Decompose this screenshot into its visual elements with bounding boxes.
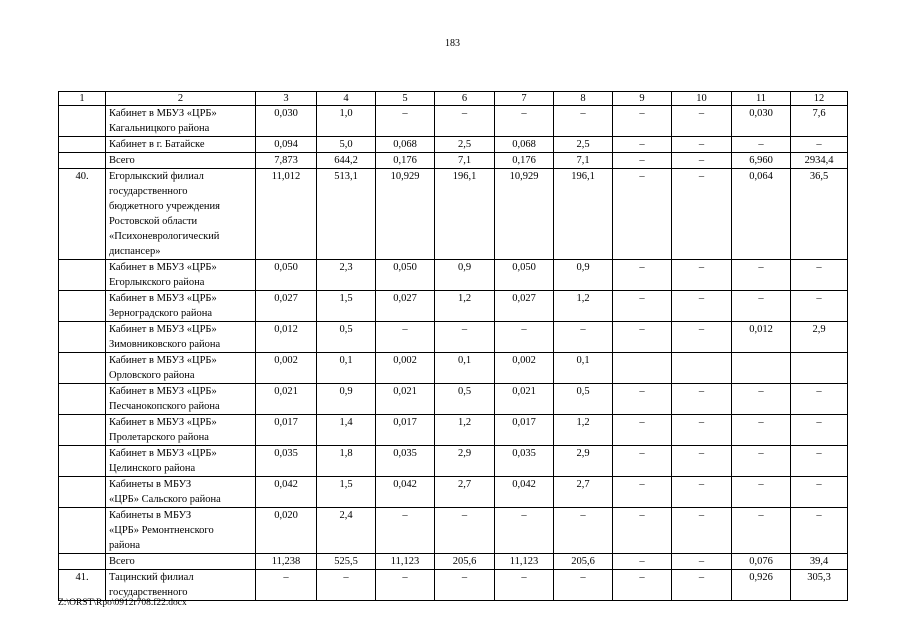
value-cell: – [554, 106, 613, 137]
value-cell: – [672, 153, 732, 169]
row-number [59, 477, 106, 508]
row-number [59, 554, 106, 570]
value-cell: – [613, 554, 672, 570]
table-row [59, 384, 848, 415]
institution-name: Кабинет в МБУЗ «ЦРБ» Зимовниковского района [106, 322, 256, 353]
value-cell: – [791, 477, 848, 508]
value-cell: 525,5 [317, 554, 376, 570]
value-cell: – [732, 260, 791, 291]
institution-name: Тацинский филиал государственного [106, 570, 256, 601]
value-cell: – [376, 508, 435, 554]
institution-name: Кабинеты в МБУЗ «ЦРБ» Ремонтненского района [106, 508, 256, 554]
value-cell: 0,1 [435, 353, 495, 384]
value-cell: 7,873 [256, 153, 317, 169]
value-cell: 10,929 [376, 169, 435, 260]
value-cell: 5,0 [317, 137, 376, 153]
row-number [59, 508, 106, 554]
value-cell: 0,5 [435, 384, 495, 415]
value-cell: – [672, 415, 732, 446]
value-cell: 0,035 [376, 446, 435, 477]
row-number [59, 415, 106, 446]
value-cell: 11,238 [256, 554, 317, 570]
value-cell: 0,021 [495, 384, 554, 415]
value-cell: 7,1 [435, 153, 495, 169]
value-cell: 0,9 [554, 260, 613, 291]
value-cell: 0,002 [256, 353, 317, 384]
value-cell: – [672, 137, 732, 153]
value-cell: – [672, 169, 732, 260]
value-cell: 11,123 [495, 554, 554, 570]
value-cell: – [613, 415, 672, 446]
value-cell: – [554, 322, 613, 353]
row-number [59, 353, 106, 384]
value-cell: 1,2 [435, 415, 495, 446]
institution-name: Кабинет в МБУЗ «ЦРБ» Пролетарского района [106, 415, 256, 446]
value-cell: 0,020 [256, 508, 317, 554]
value-cell: – [732, 446, 791, 477]
value-cell: – [613, 446, 672, 477]
value-cell: 0,9 [435, 260, 495, 291]
table-row [59, 415, 848, 446]
value-cell: – [732, 415, 791, 446]
institution-name: Кабинеты в МБУЗ «ЦРБ» Сальского района [106, 477, 256, 508]
row-number: 41. [59, 570, 106, 601]
institution-name: Кабинет в МБУЗ «ЦРБ» Орловского района [106, 353, 256, 384]
institution-name: Кабинет в МБУЗ «ЦРБ» Кагальницкого района [106, 106, 256, 137]
column-number: 11 [732, 92, 791, 106]
value-cell: 0,027 [256, 291, 317, 322]
row-number [59, 322, 106, 353]
value-cell: 0,012 [256, 322, 317, 353]
value-cell: 513,1 [317, 169, 376, 260]
value-cell: – [613, 384, 672, 415]
value-cell: – [672, 291, 732, 322]
value-cell: – [672, 446, 732, 477]
row-number [59, 137, 106, 153]
value-cell: 0,076 [732, 554, 791, 570]
value-cell: – [554, 508, 613, 554]
value-cell: 0,5 [554, 384, 613, 415]
value-cell: – [317, 570, 376, 601]
column-number: 6 [435, 92, 495, 106]
value-cell: 305,3 [791, 570, 848, 601]
row-number: 40. [59, 169, 106, 260]
value-cell: 39,4 [791, 554, 848, 570]
value-cell: – [732, 508, 791, 554]
column-number: 2 [106, 92, 256, 106]
value-cell: 0,068 [495, 137, 554, 153]
row-number [59, 106, 106, 137]
value-cell: 2934,4 [791, 153, 848, 169]
institution-name: Всего [106, 153, 256, 169]
value-cell: – [672, 260, 732, 291]
value-cell: 0,068 [376, 137, 435, 153]
value-cell: 0,094 [256, 137, 317, 153]
value-cell: – [613, 137, 672, 153]
row-number [59, 153, 106, 169]
institution-name: Кабинет в г. Батайске [106, 137, 256, 153]
value-cell: 2,9 [554, 446, 613, 477]
value-cell: 0,027 [495, 291, 554, 322]
value-cell: 0,002 [495, 353, 554, 384]
value-cell: – [495, 508, 554, 554]
value-cell: – [613, 260, 672, 291]
value-cell: – [672, 477, 732, 508]
value-cell: 0,017 [495, 415, 554, 446]
value-cell: 7,1 [554, 153, 613, 169]
value-cell: 0,926 [732, 570, 791, 601]
header-row [59, 92, 848, 106]
value-cell: 0,042 [256, 477, 317, 508]
value-cell: 0,017 [376, 415, 435, 446]
value-cell: 2,7 [435, 477, 495, 508]
column-number: 8 [554, 92, 613, 106]
value-cell: – [791, 446, 848, 477]
table-row [59, 153, 848, 169]
value-cell: – [495, 106, 554, 137]
value-cell: 10,929 [495, 169, 554, 260]
value-cell: 11,012 [256, 169, 317, 260]
value-cell: – [672, 570, 732, 601]
value-cell: 0,042 [376, 477, 435, 508]
value-cell: 0,021 [376, 384, 435, 415]
column-number: 9 [613, 92, 672, 106]
value-cell: 0,064 [732, 169, 791, 260]
value-cell: – [495, 322, 554, 353]
value-cell: 196,1 [435, 169, 495, 260]
value-cell [613, 353, 672, 384]
value-cell: – [672, 106, 732, 137]
value-cell: – [613, 169, 672, 260]
value-cell: 2,9 [435, 446, 495, 477]
institution-name: Кабинет в МБУЗ «ЦРБ» Зерноградского района [106, 291, 256, 322]
table-row [59, 169, 848, 260]
table-row [59, 554, 848, 570]
value-cell: – [672, 384, 732, 415]
value-cell [732, 353, 791, 384]
value-cell: 2,4 [317, 508, 376, 554]
value-cell: – [791, 508, 848, 554]
value-cell: 0,050 [376, 260, 435, 291]
table-row [59, 137, 848, 153]
value-cell: – [732, 137, 791, 153]
value-cell: – [613, 153, 672, 169]
row-number [59, 291, 106, 322]
column-number: 10 [672, 92, 732, 106]
value-cell: 196,1 [554, 169, 613, 260]
value-cell: 0,176 [495, 153, 554, 169]
value-cell: – [613, 477, 672, 508]
value-cell [791, 353, 848, 384]
value-cell: – [791, 415, 848, 446]
value-cell: 0,002 [376, 353, 435, 384]
value-cell: 205,6 [435, 554, 495, 570]
value-cell: 0,050 [256, 260, 317, 291]
table-row [59, 446, 848, 477]
value-cell: – [376, 322, 435, 353]
table-row [59, 477, 848, 508]
value-cell: – [672, 322, 732, 353]
institution-name: Кабинет в МБУЗ «ЦРБ» Песчанокопского района [106, 384, 256, 415]
value-cell: – [256, 570, 317, 601]
value-cell: 1,4 [317, 415, 376, 446]
footer-file-path: Z:\ORST\Rpo\0912r708.f22.docx [58, 598, 187, 608]
value-cell: – [613, 322, 672, 353]
value-cell: – [554, 570, 613, 601]
value-cell: 0,035 [256, 446, 317, 477]
institution-name: Всего [106, 554, 256, 570]
value-cell: 6,960 [732, 153, 791, 169]
value-cell: – [732, 291, 791, 322]
value-cell: – [791, 384, 848, 415]
column-number: 7 [495, 92, 554, 106]
table-row [59, 508, 848, 554]
value-cell: 0,1 [317, 353, 376, 384]
institution-name: Кабинет в МБУЗ «ЦРБ» Целинского района [106, 446, 256, 477]
table-row [59, 260, 848, 291]
value-cell: – [435, 570, 495, 601]
value-cell: – [613, 291, 672, 322]
value-cell: 0,176 [376, 153, 435, 169]
value-cell: – [613, 570, 672, 601]
column-number: 1 [59, 92, 106, 106]
value-cell: 0,017 [256, 415, 317, 446]
value-cell: – [732, 477, 791, 508]
table-row [59, 291, 848, 322]
value-cell: 2,9 [791, 322, 848, 353]
page-number: 183 [445, 38, 460, 49]
value-cell: – [435, 508, 495, 554]
value-cell: – [791, 291, 848, 322]
table-row [59, 353, 848, 384]
value-cell: 0,012 [732, 322, 791, 353]
value-cell: 2,5 [554, 137, 613, 153]
table-row [59, 322, 848, 353]
value-cell: 1,2 [435, 291, 495, 322]
value-cell: 644,2 [317, 153, 376, 169]
value-cell: – [495, 570, 554, 601]
value-cell: 0,035 [495, 446, 554, 477]
column-number: 12 [791, 92, 848, 106]
value-cell: 7,6 [791, 106, 848, 137]
value-cell: 0,050 [495, 260, 554, 291]
table-row [59, 106, 848, 137]
value-cell: – [791, 137, 848, 153]
value-cell: 2,7 [554, 477, 613, 508]
value-cell: 0,5 [317, 322, 376, 353]
value-cell: 0,9 [317, 384, 376, 415]
institution-name: Кабинет в МБУЗ «ЦРБ» Егорлыкского района [106, 260, 256, 291]
data-table [58, 91, 848, 601]
row-number [59, 446, 106, 477]
value-cell: 2,3 [317, 260, 376, 291]
table-row [59, 570, 848, 601]
row-number [59, 260, 106, 291]
value-cell: 1,8 [317, 446, 376, 477]
value-cell: 0,030 [732, 106, 791, 137]
value-cell: 0,1 [554, 353, 613, 384]
value-cell: – [672, 554, 732, 570]
value-cell: – [376, 106, 435, 137]
column-number: 3 [256, 92, 317, 106]
institution-name: Егорлыкский филиал государственного бюджетного учреждения Ростовской области «Психоневрологический диспансер» [106, 169, 256, 260]
value-cell: 205,6 [554, 554, 613, 570]
value-cell: 1,0 [317, 106, 376, 137]
value-cell [672, 353, 732, 384]
value-cell: 0,027 [376, 291, 435, 322]
value-cell: – [672, 508, 732, 554]
value-cell: 1,2 [554, 291, 613, 322]
value-cell: 2,5 [435, 137, 495, 153]
value-cell: 0,030 [256, 106, 317, 137]
value-cell: – [613, 106, 672, 137]
row-number [59, 384, 106, 415]
column-number: 4 [317, 92, 376, 106]
value-cell: 0,042 [495, 477, 554, 508]
value-cell: 1,5 [317, 477, 376, 508]
value-cell: 1,5 [317, 291, 376, 322]
value-cell: 36,5 [791, 169, 848, 260]
value-cell: – [791, 260, 848, 291]
value-cell: 0,021 [256, 384, 317, 415]
value-cell: – [435, 322, 495, 353]
column-number: 5 [376, 92, 435, 106]
value-cell: – [376, 570, 435, 601]
value-cell: – [732, 384, 791, 415]
value-cell: – [435, 106, 495, 137]
value-cell: – [613, 508, 672, 554]
value-cell: 11,123 [376, 554, 435, 570]
value-cell: 1,2 [554, 415, 613, 446]
